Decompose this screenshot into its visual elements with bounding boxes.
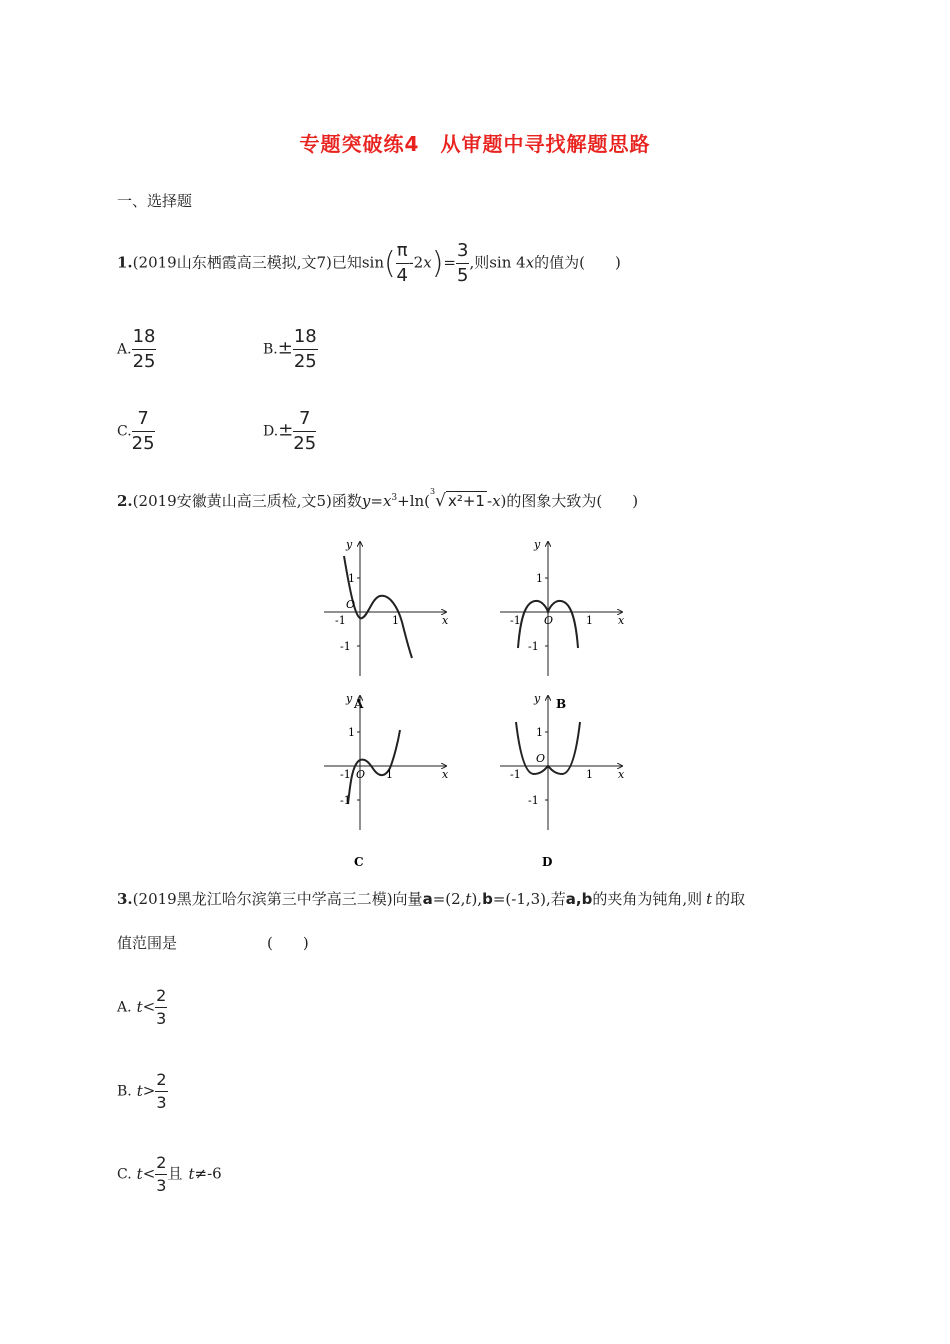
cube-root: $^3$√ x²+1 xyxy=(430,487,485,511)
svg-text:O: O xyxy=(346,598,356,611)
question-source: (2019山东栖霞高三模拟,文7)已知sin xyxy=(132,253,385,272)
equals: = xyxy=(443,253,456,272)
option-b[interactable]: B. t> $\frac{2}{3}$ xyxy=(117,1070,167,1112)
answer-paren: ( ) xyxy=(267,934,309,952)
graph-a xyxy=(324,538,449,711)
question-1 xyxy=(117,242,621,285)
question-2: 2.(2019安徽黄山高三质检,文5)函数$y=x^3+\ln(^3√$ x²+1 -x)的图象大致为( ) xyxy=(117,487,639,511)
svg-text:-1: -1 xyxy=(340,640,351,653)
svg-text:-1: -1 xyxy=(528,794,539,807)
question-number: 1. xyxy=(117,253,133,272)
svg-text:1: 1 xyxy=(386,768,393,781)
option-fraction: $\frac{2}{3}$ xyxy=(156,1153,167,1195)
svg-text:D: D xyxy=(542,855,553,869)
vector-a: a xyxy=(422,890,433,908)
question-3: 3.(2019黑龙江哈尔滨第三中学高三二模)向量a=(2,t),b=(-1,3),若a,b的夹角为钝角,则 t 的取 xyxy=(117,890,746,908)
page-title: 专题突破练4 从审题中寻找解题思路 xyxy=(299,132,651,156)
option-a[interactable]: A. t< $\frac{2}{3}$ xyxy=(117,986,167,1028)
variable-x: x xyxy=(525,253,535,272)
svg-text:C: C xyxy=(354,855,364,869)
option-d[interactable]: D.± $\frac{7}{25}$ xyxy=(263,408,317,454)
svg-text:-1: -1 xyxy=(510,614,521,627)
option-fraction: $\frac{18}{25}$ xyxy=(132,326,156,372)
svg-text:-1: -1 xyxy=(340,794,351,807)
variable-x: x xyxy=(423,253,432,272)
left-paren: ( xyxy=(384,246,396,281)
option-a[interactable]: A. $\frac{18}{25}$ xyxy=(117,326,156,372)
question-source: (2019黑龙江哈尔滨第三中学高三二模)向量 xyxy=(132,890,423,908)
graph-d xyxy=(500,692,625,869)
tail-text: ,则sin 4 xyxy=(469,253,526,272)
svg-text:y: y xyxy=(346,538,353,551)
option-fraction: $\frac{7}{25}$ xyxy=(293,408,317,454)
vector-b: b xyxy=(482,890,493,908)
question-source: (2019安徽黄山高三质检,文5)函数 xyxy=(132,492,362,510)
svg-text:-1: -1 xyxy=(335,614,346,627)
graph-c xyxy=(324,692,449,869)
svg-text:x: x xyxy=(442,768,449,781)
option-fraction: $\frac{2}{3}$ xyxy=(156,1070,167,1112)
svg-text:x: x xyxy=(618,614,625,627)
option-fraction: $\frac{2}{3}$ xyxy=(156,986,167,1028)
function-graphs xyxy=(318,530,638,869)
svg-text:1: 1 xyxy=(348,726,355,739)
option-fraction: $\frac{18}{25}$ xyxy=(293,326,317,372)
svg-text:1: 1 xyxy=(536,572,543,585)
svg-text:y: y xyxy=(534,692,541,705)
svg-text:1: 1 xyxy=(586,768,593,781)
question-3-line2: 值范围是 xyxy=(117,934,178,952)
svg-text:1: 1 xyxy=(586,614,593,627)
svg-text:O: O xyxy=(544,614,554,627)
minus-two: -2 xyxy=(408,253,424,272)
graph-b xyxy=(500,538,625,711)
question-number: 2. xyxy=(117,492,133,510)
question-number: 3. xyxy=(117,890,133,908)
svg-text:O: O xyxy=(536,752,546,765)
svg-text:1: 1 xyxy=(392,614,399,627)
svg-text:x: x xyxy=(442,614,449,627)
svg-text:-1: -1 xyxy=(510,768,521,781)
svg-text:A: A xyxy=(354,697,364,711)
tail-text-2: 的值为( ) xyxy=(534,253,621,272)
svg-text:x: x xyxy=(618,768,625,781)
fraction-3-5: $\frac{3}{5}$ xyxy=(456,240,469,286)
svg-text:-1: -1 xyxy=(528,640,539,653)
svg-text:y: y xyxy=(534,538,541,551)
svg-text:B: B xyxy=(556,697,567,711)
right-paren: ) xyxy=(431,246,444,281)
option-fraction: $\frac{7}{25}$ xyxy=(131,408,155,454)
fraction-pi-over-4: $\frac{\pi}{4}$ xyxy=(396,240,408,286)
svg-text:1: 1 xyxy=(348,572,355,585)
section-heading: 一、选择题 xyxy=(117,192,193,210)
svg-text:-1: -1 xyxy=(340,768,351,781)
svg-text:1: 1 xyxy=(536,726,543,739)
option-c[interactable]: C. t< $\frac{2}{3}$ 且 t≠-6 xyxy=(117,1153,222,1195)
option-b[interactable]: B.± $\frac{18}{25}$ xyxy=(263,326,317,372)
option-c[interactable]: C. $\frac{7}{25}$ xyxy=(117,408,155,454)
svg-text:O: O xyxy=(356,768,366,781)
svg-text:y: y xyxy=(346,692,353,705)
